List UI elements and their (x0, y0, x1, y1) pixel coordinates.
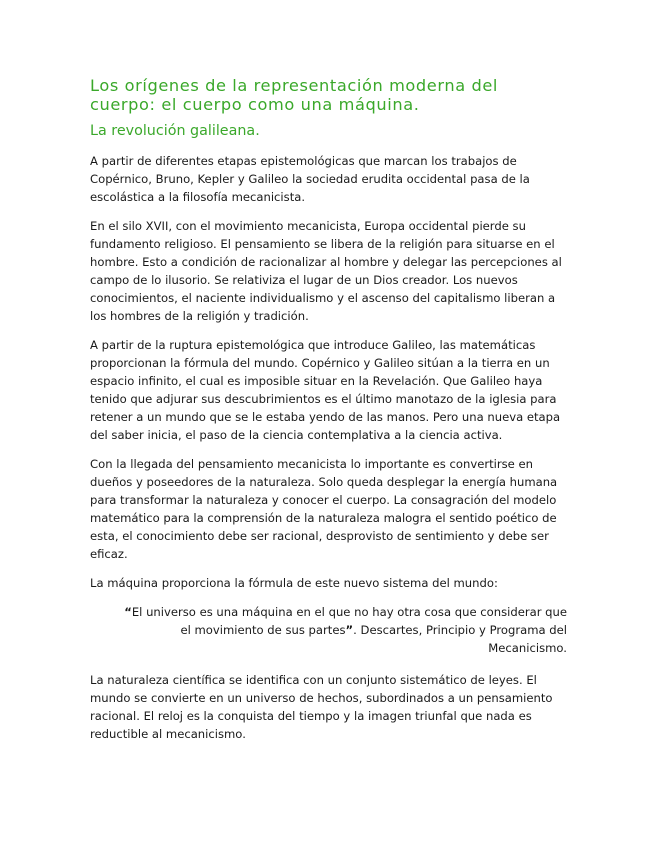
paragraph-2: En el silo XVII, con el movimiento mecanicista, Europa occidental pierde su fundamento religioso. El pensamiento se libera de la religión para situarse en el hombre. Esto a condición de racionalizar al hombre y delegar las percepciones al campo de lo ilusorio. Se relativiza el lugar de un Dios creador. Los nuevos conocimientos, el naciente individualismo y el ascenso del capitalismo liberan a los hombres de la religión y tradición. (90, 219, 562, 323)
quote-text: El universo es una máquina en el que no hay otra cosa que considerar que el movimiento de sus partes (131, 605, 567, 637)
quote-close-mark: ” (345, 623, 354, 637)
descartes-quote (116, 603, 567, 657)
closing-paragraph: La naturaleza científica se identifica con un conjunto sistemático de leyes. El mundo se convierte en un universo de hechos, subordinados a un pensamiento racional. El reloj es la conquista del tiempo y la imagen triunfal que nada es reductible al mecanicismo. (90, 673, 553, 741)
paragraph-3: A partir de la ruptura epistemológica que introduce Galileo, las matemáticas proporcionan la fórmula del mundo. Copérnico y Galileo sitúan a la tierra en un espacio infinito, el cual es imposible situar en la Revelación. Que Galileo haya tenido que adjurar sus descubrimientos es el último manotazo de la iglesia para retener a un mundo que se le estaba yendo de las manos. Pero una nueva etapa del saber inicia, el paso de la ciencia contemplativa a la ciencia activa. (90, 338, 561, 442)
quote-attribution: . Descartes, Principio y Programa del Mecanicismo. (353, 623, 567, 655)
paragraph-5: La máquina proporciona la fórmula de este nuevo sistema del mundo: (90, 576, 498, 590)
document-title: Los orígenes de la representación moderna del cuerpo: el cuerpo como una máquina. (90, 76, 498, 114)
quote-open-mark: “ (124, 605, 132, 619)
section-subtitle: La revolución galileana. (90, 123, 260, 139)
paragraph-4: Con la llegada del pensamiento mecanicista lo importante es convertirse en dueños y poseedores de la naturaleza. Solo queda desplegar la energía humana para transformar la naturaleza y conocer el cuerpo. La consagración del modelo matemático para la comprensión de la naturaleza malogra el sentido poético de esta, el conocimiento debe ser racional, desprovisto de sentimiento y debe ser eficaz. (90, 457, 558, 561)
paragraph-1: A partir de diferentes etapas epistemológicas que marcan los trabajos de Copérnico, Bruno, Kepler y Galileo la sociedad erudita occidental pasa de la escolástica a la filosofía mecanicista. (90, 154, 530, 204)
